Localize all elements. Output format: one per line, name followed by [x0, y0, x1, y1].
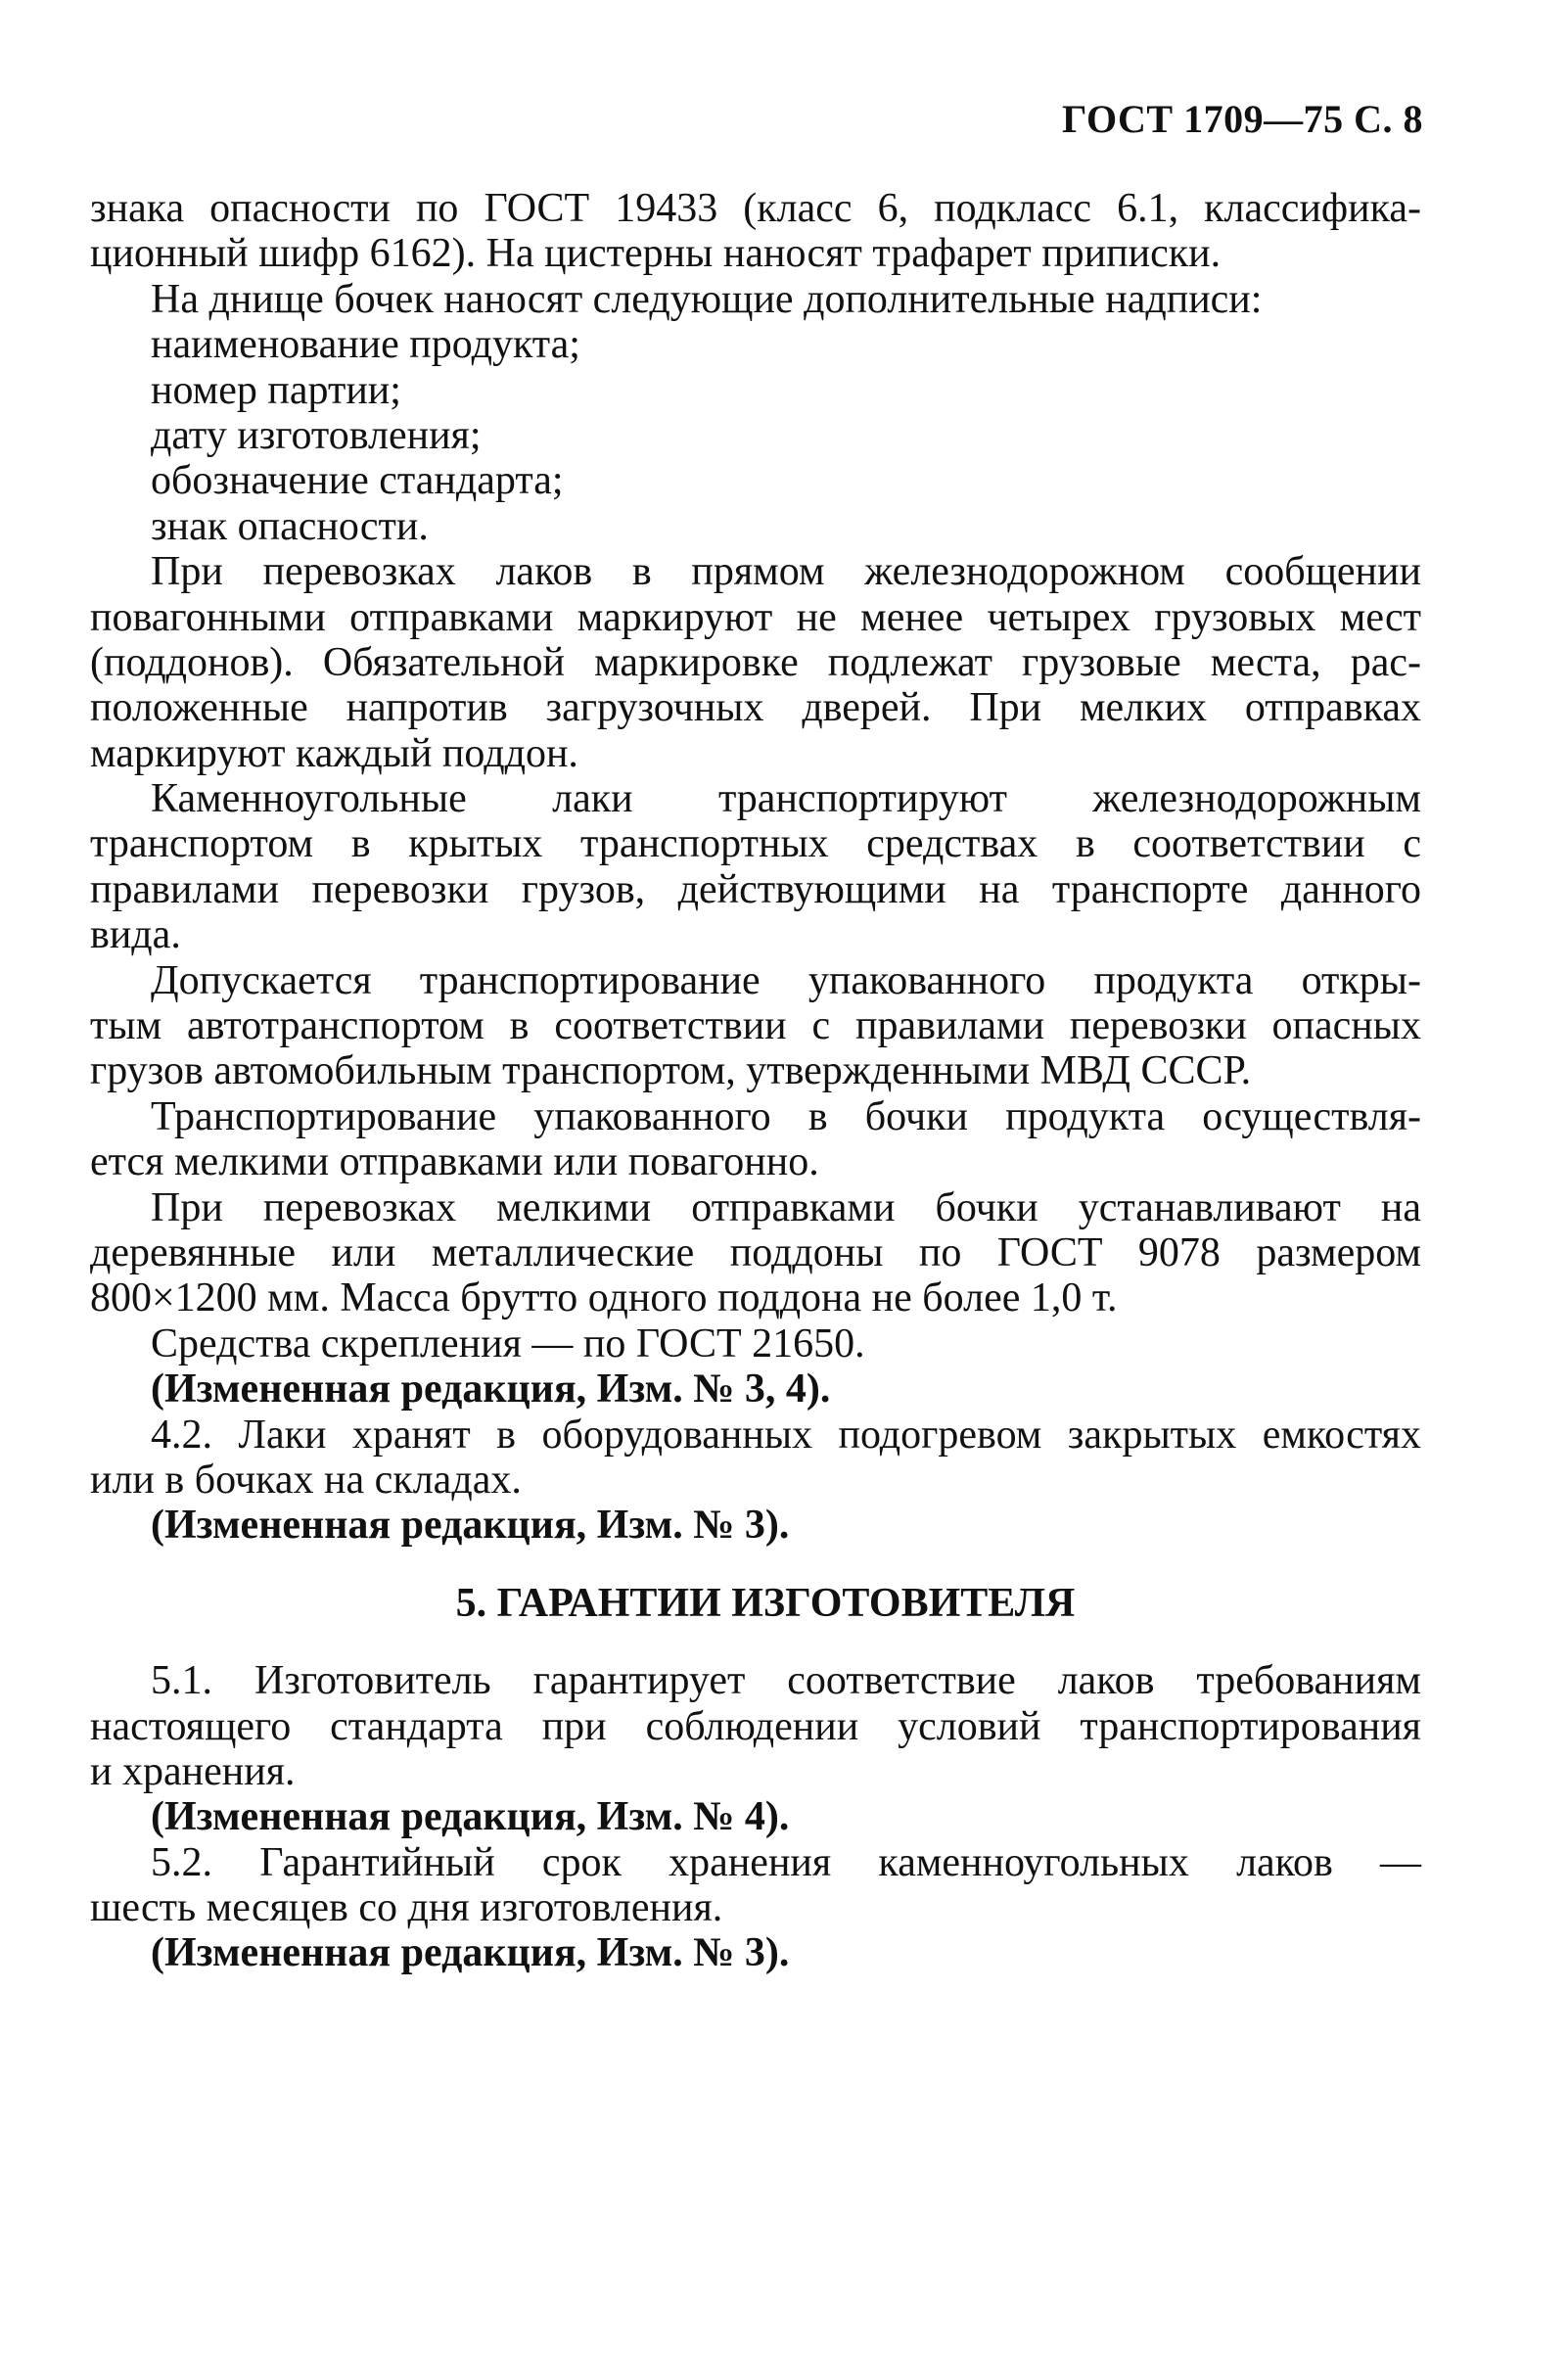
text-line: шесть месяцев со дня изготовления. — [90, 1885, 723, 1931]
text-line: транспортом в крытых транспортных средствах в соответствии с — [90, 821, 1421, 867]
text-line: При перевозках лаков в прямом железнодорожном сообщении — [151, 549, 1421, 595]
text-line: знака опасности по ГОСТ 19433 (класс 6, подкласс 6.1, классифика- — [90, 186, 1421, 231]
text-line: 5.1. Изготовитель гарантирует соответствие лаков требованиям — [151, 1658, 1421, 1704]
text-line: Каменноугольные лаки транспортируют железнодорожным — [151, 776, 1421, 822]
text-line: ционный шифр 6162). На цистерны наносят трафарет приписки. — [90, 231, 1222, 277]
text-line: 4.2. Лаки хранят в оборудованных подогревом закрытых емкостях — [151, 1412, 1421, 1458]
page-header: ГОСТ 1709—75 С. 8 — [1061, 97, 1423, 141]
text-line: 5.2. Гарантийный срок хранения каменноугольных лаков — — [151, 1839, 1421, 1885]
text-line: настоящего стандарта при соблюдении условий транспортирования — [90, 1703, 1421, 1749]
text-line: На днище бочек наносят следующие дополнительные надписи: — [151, 276, 1263, 322]
list-item: наименование продукта; — [151, 322, 580, 368]
list-item: знак опасности. — [151, 503, 429, 549]
text-line: Допускается транспортирование упакованного продукта откры- — [151, 957, 1421, 1003]
text-line: (поддонов). Обязательной маркировке подлежат грузовые места, рас- — [90, 639, 1421, 685]
text-line: 800×1200 мм. Масса брутто одного поддона не более 1,0 т. — [90, 1275, 1118, 1321]
text-line: маркируют каждый поддон. — [90, 730, 578, 776]
section-heading: 5. ГАРАНТИИ ИЗГОТОВИТЕЛЯ — [455, 1580, 1076, 1626]
list-item: обозначение стандарта; — [151, 458, 564, 504]
text-line: ется мелкими отправками или повагонно. — [90, 1139, 819, 1185]
text-line: положенные напротив загрузочных дверей. При мелких отправках — [90, 685, 1421, 731]
list-item: номер партии; — [151, 367, 401, 413]
text-line: При перевозках мелкими отправками бочки устанавливают на — [151, 1184, 1421, 1230]
text-line: грузов автомобильным транспортом, утвержденными МВД СССР. — [90, 1048, 1252, 1094]
text-line: деревянные или металлические поддоны по ГОСТ 9078 размером — [90, 1229, 1421, 1275]
text-line: тым автотранспортом в соответствии с правилами перевозки опасных — [90, 1003, 1421, 1049]
list-item: дату изготовления; — [151, 412, 482, 458]
amendment-note: (Измененная редакция, Изм. № 3). — [151, 1503, 790, 1549]
amendment-note: (Измененная редакция, Изм. № 3, 4). — [151, 1366, 831, 1413]
amendment-note: (Измененная редакция, Изм. № 3). — [151, 1930, 790, 1976]
document-body — [90, 186, 1421, 1976]
text-line: или в бочках на складах. — [90, 1457, 522, 1503]
text-line: повагонными отправками маркируют не менее четырех грузовых мест — [90, 594, 1421, 640]
text-line: вида. — [90, 912, 181, 958]
text-line: правилами перевозки грузов, действующими на транспорте данного — [90, 866, 1421, 912]
amendment-note: (Измененная редакция, Изм. № 4). — [151, 1794, 790, 1840]
text-line: Средства скрепления — по ГОСТ 21650. — [151, 1320, 865, 1366]
text-line: и хранения. — [90, 1748, 296, 1794]
text-line: Транспортирование упакованного в бочки продукта осуществля- — [151, 1093, 1421, 1139]
